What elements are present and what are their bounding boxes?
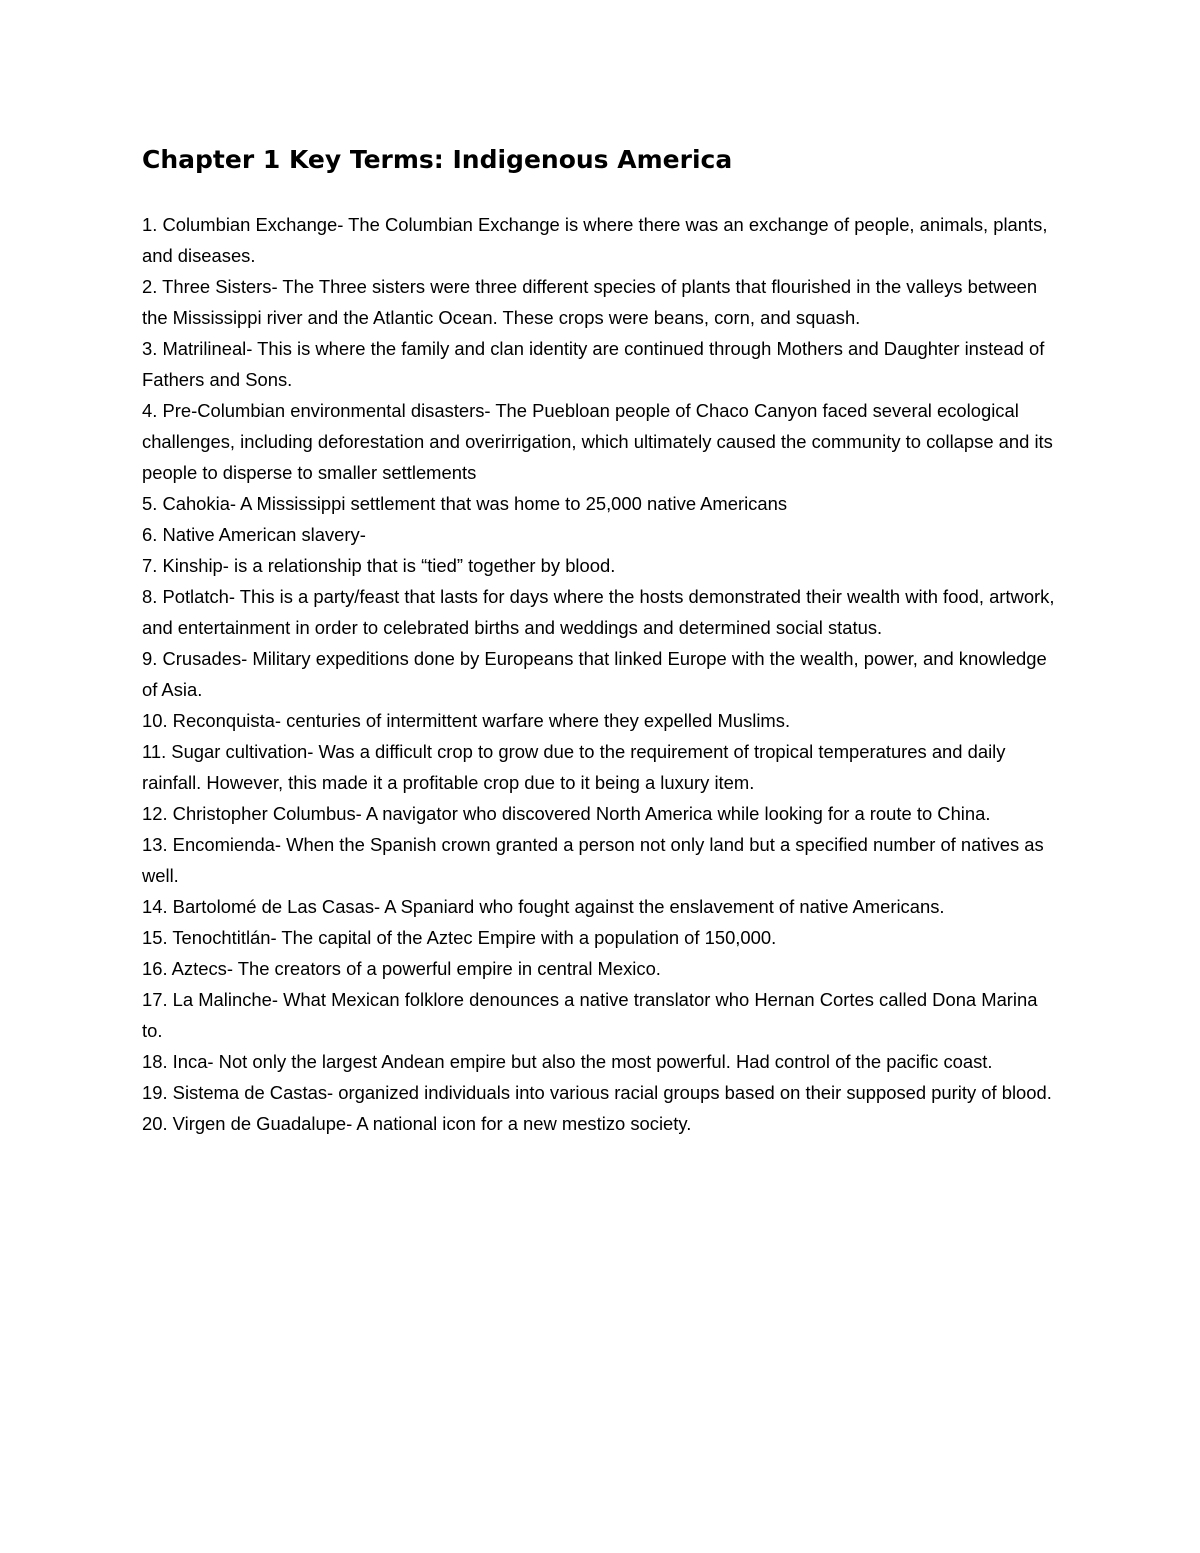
term-item-17: 17. La Malinche- What Mexican folklore denounces a native translator who Hernan Cortes called Dona Marina to. [142, 989, 1038, 1041]
term-item-4: 4. Pre-Columbian environmental disasters- The Puebloan people of Chaco Canyon faced several ecological challenges, including deforestation and overirrigation, which ultimately caused the community to collapse and its people to disperse to smaller settlements [142, 400, 1053, 483]
term-item-1: 1. Columbian Exchange- The Columbian Exchange is where there was an exchange of people, animals, plants, and diseases. [142, 214, 1048, 266]
term-item-20: 20. Virgen de Guadalupe- A national icon for a new mestizo society. [142, 1113, 692, 1134]
term-item-5: 5. Cahokia- A Mississippi settlement that was home to 25,000 native Americans [142, 493, 788, 514]
term-item-2: 2. Three Sisters- The Three sisters were three different species of plants that flourished in the valleys between the Mississippi river and the Atlantic Ocean. These crops were beans, corn, and squash. [142, 276, 1038, 328]
document-title: Chapter 1 Key Terms: Indigenous America [142, 145, 733, 174]
term-item-15: 15. Tenochtitlán- The capital of the Aztec Empire with a population of 150,000. [142, 927, 777, 948]
term-item-10: 10. Reconquista- centuries of intermittent warfare where they expelled Muslims. [142, 710, 791, 731]
term-item-18: 18. Inca- Not only the largest Andean empire but also the most powerful. Had control of the pacific coast. [142, 1051, 993, 1072]
term-item-3: 3. Matrilineal- This is where the family and clan identity are continued through Mothers and Daughter instead of Fathers and Sons. [142, 338, 1045, 390]
key-terms-list [142, 209, 1062, 1139]
term-item-11: 11. Sugar cultivation- Was a difficult crop to grow due to the requirement of tropical temperatures and daily rainfall. However, this made it a profitable crop due to it being a luxury item. [142, 741, 1006, 793]
term-item-13: 13. Encomienda- When the Spanish crown granted a person not only land but a specified number of natives as well. [142, 834, 1044, 886]
term-item-8: 8. Potlatch- This is a party/feast that lasts for days where the hosts demonstrated their wealth with food, artwork, and entertainment in order to celebrated births and weddings and determined social status. [142, 586, 1055, 638]
term-item-9: 9. Crusades- Military expeditions done by Europeans that linked Europe with the wealth, power, and knowledge of Asia. [142, 648, 1047, 700]
term-item-16: 16. Aztecs- The creators of a powerful empire in central Mexico. [142, 958, 661, 979]
term-item-14: 14. Bartolomé de Las Casas- A Spaniard who fought against the enslavement of native Americans. [142, 896, 945, 917]
term-item-12: 12. Christopher Columbus- A navigator who discovered North America while looking for a route to China. [142, 803, 991, 824]
term-item-19: 19. Sistema de Castas- organized individuals into various racial groups based on their supposed purity of blood. [142, 1082, 1052, 1103]
term-item-6: 6. Native American slavery- [142, 524, 366, 545]
term-item-7: 7. Kinship- is a relationship that is “tied” together by blood. [142, 555, 616, 576]
